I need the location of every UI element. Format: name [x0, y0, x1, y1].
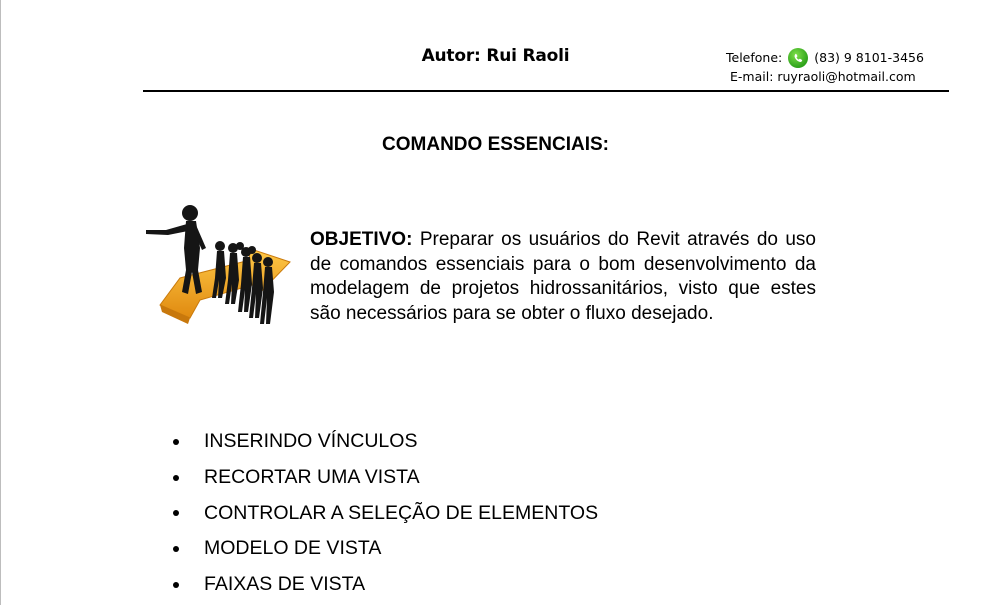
list-item: [170, 460, 598, 496]
page-title: COMANDO ESSENCIAIS:: [382, 134, 609, 155]
phone-number: (83) 9 8101-3456: [814, 50, 924, 65]
list-item: [170, 567, 598, 603]
phone-row: [726, 48, 946, 68]
email-text: E-mail: ruyraoli@hotmail.com: [730, 69, 916, 84]
bullet-icon: [173, 546, 179, 552]
leader-illustration: [140, 200, 300, 340]
page-edge: [0, 0, 1, 605]
phone-label: Telefone:: [726, 50, 783, 65]
objective-paragraph: [310, 228, 816, 326]
author-name: Rui Raoli: [486, 46, 570, 66]
list-item-label: FAIXAS DE VISTA: [204, 573, 366, 596]
objective-text: Preparar os usuários do Revit através do uso de comandos essenciais para o bom desenvolvimento da modelagem de projetos hidrossanitários, visto que estes são necessários para se obter o fluxo desejado.: [310, 229, 816, 324]
list-item-label: CONTROLAR A SELEÇÃO DE ELEMENTOS: [204, 501, 599, 524]
contact-block: [726, 48, 946, 86]
bullet-icon: [173, 582, 179, 588]
list-item: [170, 531, 598, 567]
topics-list: [170, 424, 598, 602]
author-label: Autor:: [421, 46, 481, 66]
bullet-icon: [173, 475, 179, 481]
list-item-label: RECORTAR UMA VISTA: [204, 466, 420, 489]
list-item: [170, 424, 598, 460]
objective-label: OBJETIVO:: [310, 229, 413, 250]
bullet-icon: [173, 510, 179, 516]
list-item-label: INSERINDO VÍNCULOS: [204, 430, 418, 453]
leader-figures-on-arrow-image: [140, 200, 300, 340]
whatsapp-icon: [788, 48, 808, 68]
bullet-icon: [173, 439, 179, 445]
phone-handset-icon: [792, 52, 805, 65]
list-item: [170, 495, 598, 531]
header-rule: [143, 90, 949, 92]
list-item-label: MODELO DE VISTA: [204, 537, 382, 560]
